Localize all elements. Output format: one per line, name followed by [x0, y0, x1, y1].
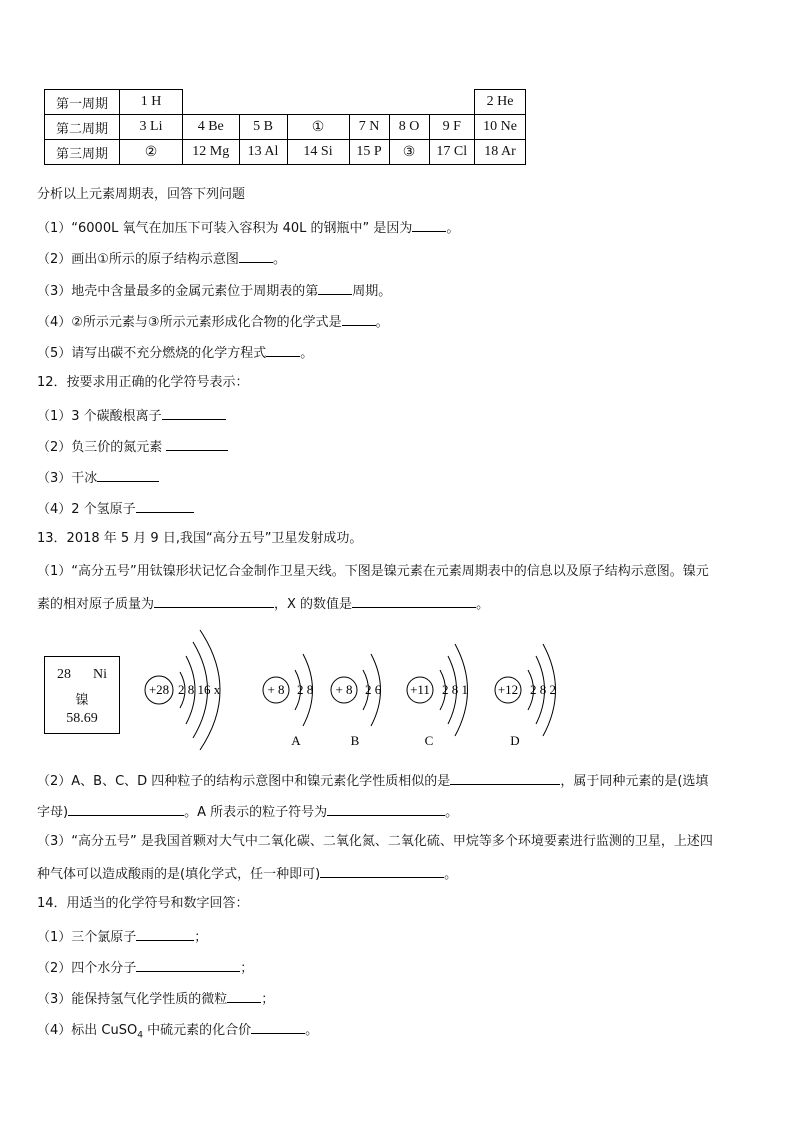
question-text: 中硫元素的化合价 [142, 1023, 252, 1038]
punctuation: 。 [305, 1023, 319, 1038]
answer-blank[interactable] [342, 311, 376, 326]
particle-a-diagram [263, 654, 313, 748]
answer-blank[interactable] [318, 280, 352, 295]
shell-electrons: 2 6 [365, 682, 382, 697]
shell-electrons: 2 8 [297, 682, 314, 697]
answer-blank[interactable] [136, 498, 194, 513]
question-text: 素的相对原子质量为 [37, 597, 155, 612]
punctuation: 。 [375, 315, 389, 330]
nucleus-charge: +11 [410, 682, 430, 697]
particle-label: C [424, 733, 434, 748]
question-text: （4）标出 CuSO [37, 1023, 138, 1038]
nucleus-charge: +28 [148, 682, 170, 697]
nickel-atom-diagram [145, 630, 221, 750]
periodic-table [44, 89, 526, 165]
element-cell: 4 Be [183, 115, 240, 140]
question-text: （2）四个水分子 [37, 961, 137, 976]
element-cell: 2 He [475, 90, 526, 115]
q11-part-2 [37, 248, 286, 270]
particle-d-diagram [495, 644, 556, 748]
q11-part-5 [37, 342, 313, 364]
element-cell: 12 Mg [183, 140, 240, 165]
question-text: （5）请写出碳不充分燃烧的化学方程式 [37, 346, 267, 361]
question-text: （1）3 个碳酸根离子 [37, 409, 162, 424]
punctuation: ； [261, 992, 275, 1007]
empty-cell [287, 90, 349, 115]
answer-blank[interactable] [239, 248, 273, 263]
question-text: （3）干冰 [37, 471, 98, 486]
element-cell: 3 Li [120, 115, 183, 140]
empty-cell [239, 90, 287, 115]
atomic-number: 28 [57, 667, 71, 682]
q13-part-3-line-b [37, 863, 457, 885]
element-cell: 10 Ne [475, 115, 526, 140]
punctuation: 。 [476, 597, 490, 612]
question-text: ，属于同种元素的是(选填 [560, 774, 709, 789]
shell-electrons: 2 8 2 [530, 682, 556, 697]
question-text: （2）A、B、C、D 四种粒子的结构示意图中和镍元素化学性质相似的是 [37, 774, 451, 789]
element-symbol: Ni [93, 667, 107, 682]
empty-cell [183, 90, 240, 115]
atom-structure-diagrams [0, 620, 794, 755]
period-row-2 [45, 115, 526, 140]
element-cell: 9 F [429, 115, 475, 140]
q14-part-4 [37, 1019, 318, 1046]
answer-blank[interactable] [251, 1019, 305, 1034]
period-row-3 [45, 140, 526, 165]
shell-electrons: 2 8 1 [442, 682, 468, 697]
element-cell: 13 Al [239, 140, 287, 165]
punctuation: ； [240, 961, 254, 976]
q12-part-1 [37, 405, 226, 427]
q11-intro: 分析以上元素周期表，回答下列问题 [37, 187, 246, 202]
q14-title: 14．用适当的化学符号和数字回答： [37, 896, 249, 911]
q13-part-3-line-a: （3）“高分五号” 是我国首颗对大气中二氧化碳、二氧化氮、二氧化硫、甲烷等多个环境要素进行监测的卫星，上述四 [37, 834, 713, 849]
empty-cell [349, 90, 389, 115]
punctuation: ； [194, 930, 208, 945]
element-cell: 8 O [389, 115, 429, 140]
element-cell: ③ [389, 140, 429, 165]
answer-blank[interactable] [320, 863, 444, 878]
question-text: 。A 所表示的粒子符号为 [184, 805, 328, 820]
punctuation: 。 [300, 346, 314, 361]
element-cell: 17 Cl [429, 140, 475, 165]
particle-label: A [291, 733, 301, 748]
answer-blank[interactable] [227, 988, 261, 1003]
particle-b-diagram [331, 654, 382, 748]
answer-blank[interactable] [154, 593, 274, 608]
particle-c-diagram [407, 644, 468, 748]
question-text: （3）能保持氢气化学性质的微粒 [37, 992, 228, 1007]
question-text: ，X 的数值是 [274, 597, 353, 612]
element-cell: 14 Si [287, 140, 349, 165]
q12-title: 12．按要求用正确的化学符号表示： [37, 375, 249, 390]
q13-part-2-line-a [37, 770, 708, 792]
question-text: 字母) [37, 805, 69, 820]
particle-label: B [350, 733, 360, 748]
question-text: （4）②所示元素与③所示元素形成化合物的化学式是 [37, 315, 342, 330]
punctuation: 。 [446, 221, 460, 236]
q11-part-1 [37, 217, 459, 239]
answer-blank[interactable] [166, 436, 228, 451]
answer-blank[interactable] [162, 405, 226, 420]
answer-blank[interactable] [327, 801, 445, 816]
punctuation: 。 [445, 805, 459, 820]
subscript: 4 [137, 1030, 143, 1041]
nucleus-charge: + 8 [335, 682, 353, 697]
q12-part-3 [37, 467, 159, 489]
q13-part-1-line-b [37, 593, 489, 615]
q13-part-2-line-b [37, 801, 458, 823]
answer-blank[interactable] [68, 801, 184, 816]
question-text: （2）画出①所示的原子结构示意图 [37, 252, 239, 267]
q14-part-1 [37, 926, 207, 948]
element-cell: ① [287, 115, 349, 140]
question-text: 周期。 [352, 284, 392, 299]
answer-blank[interactable] [352, 593, 476, 608]
element-cell: 5 B [239, 115, 287, 140]
question-text: （1）三个氯原子 [37, 930, 137, 945]
answer-blank[interactable] [136, 926, 194, 941]
element-name: 镍 [75, 693, 89, 708]
punctuation: 。 [444, 867, 458, 882]
question-text: （4）2 个氢原子 [37, 502, 136, 517]
empty-cell [389, 90, 429, 115]
q11-part-3 [37, 280, 391, 302]
q12-part-2 [37, 436, 228, 458]
question-text: （2）负三价的氮元素 [37, 440, 163, 455]
element-cell: 18 Ar [475, 140, 526, 165]
q11-part-4 [37, 311, 389, 333]
row-label: 第一周期 [45, 90, 120, 115]
q13-title: 13．2018 年 5 月 9 日,我国“高分五号”卫星发射成功。 [37, 531, 363, 546]
q13-part-1-line-a: （1）“高分五号”用钛镍形状记忆合金制作卫星天线。下图是镍元素在元素周期表中的信息以及原子结构示意图。镍元 [37, 564, 709, 579]
answer-blank[interactable] [266, 342, 300, 357]
nucleus-charge: +12 [497, 682, 519, 697]
answer-blank[interactable] [136, 957, 240, 972]
row-label: 第二周期 [45, 115, 120, 140]
shell-electrons: 2 8 16 x [178, 682, 221, 697]
empty-cell [429, 90, 475, 115]
punctuation: 。 [272, 252, 286, 267]
question-text: （3）地壳中含量最多的金属元素位于周期表的第 [37, 284, 319, 299]
row-label: 第三周期 [45, 140, 120, 165]
q14-part-3 [37, 988, 274, 1010]
q14-part-2 [37, 957, 253, 979]
element-cell: 7 N [349, 115, 389, 140]
q12-part-4 [37, 498, 194, 520]
answer-blank[interactable] [97, 467, 159, 482]
question-text: （1）“6000L 氧气在加压下可装入容积为 40L 的钢瓶中” 是因为 [37, 221, 413, 236]
period-row-1 [45, 90, 526, 115]
answer-blank[interactable] [450, 770, 560, 785]
nucleus-charge: + 8 [267, 682, 285, 697]
element-cell: 1 H [120, 90, 183, 115]
question-text: 种气体可以造成酸雨的是(填化学式，任一种即可) [37, 867, 321, 882]
answer-blank[interactable] [412, 217, 446, 232]
particle-label: D [510, 733, 520, 748]
element-cell: ② [120, 140, 183, 165]
element-cell: 15 P [349, 140, 389, 165]
atomic-mass: 58.69 [66, 711, 98, 726]
